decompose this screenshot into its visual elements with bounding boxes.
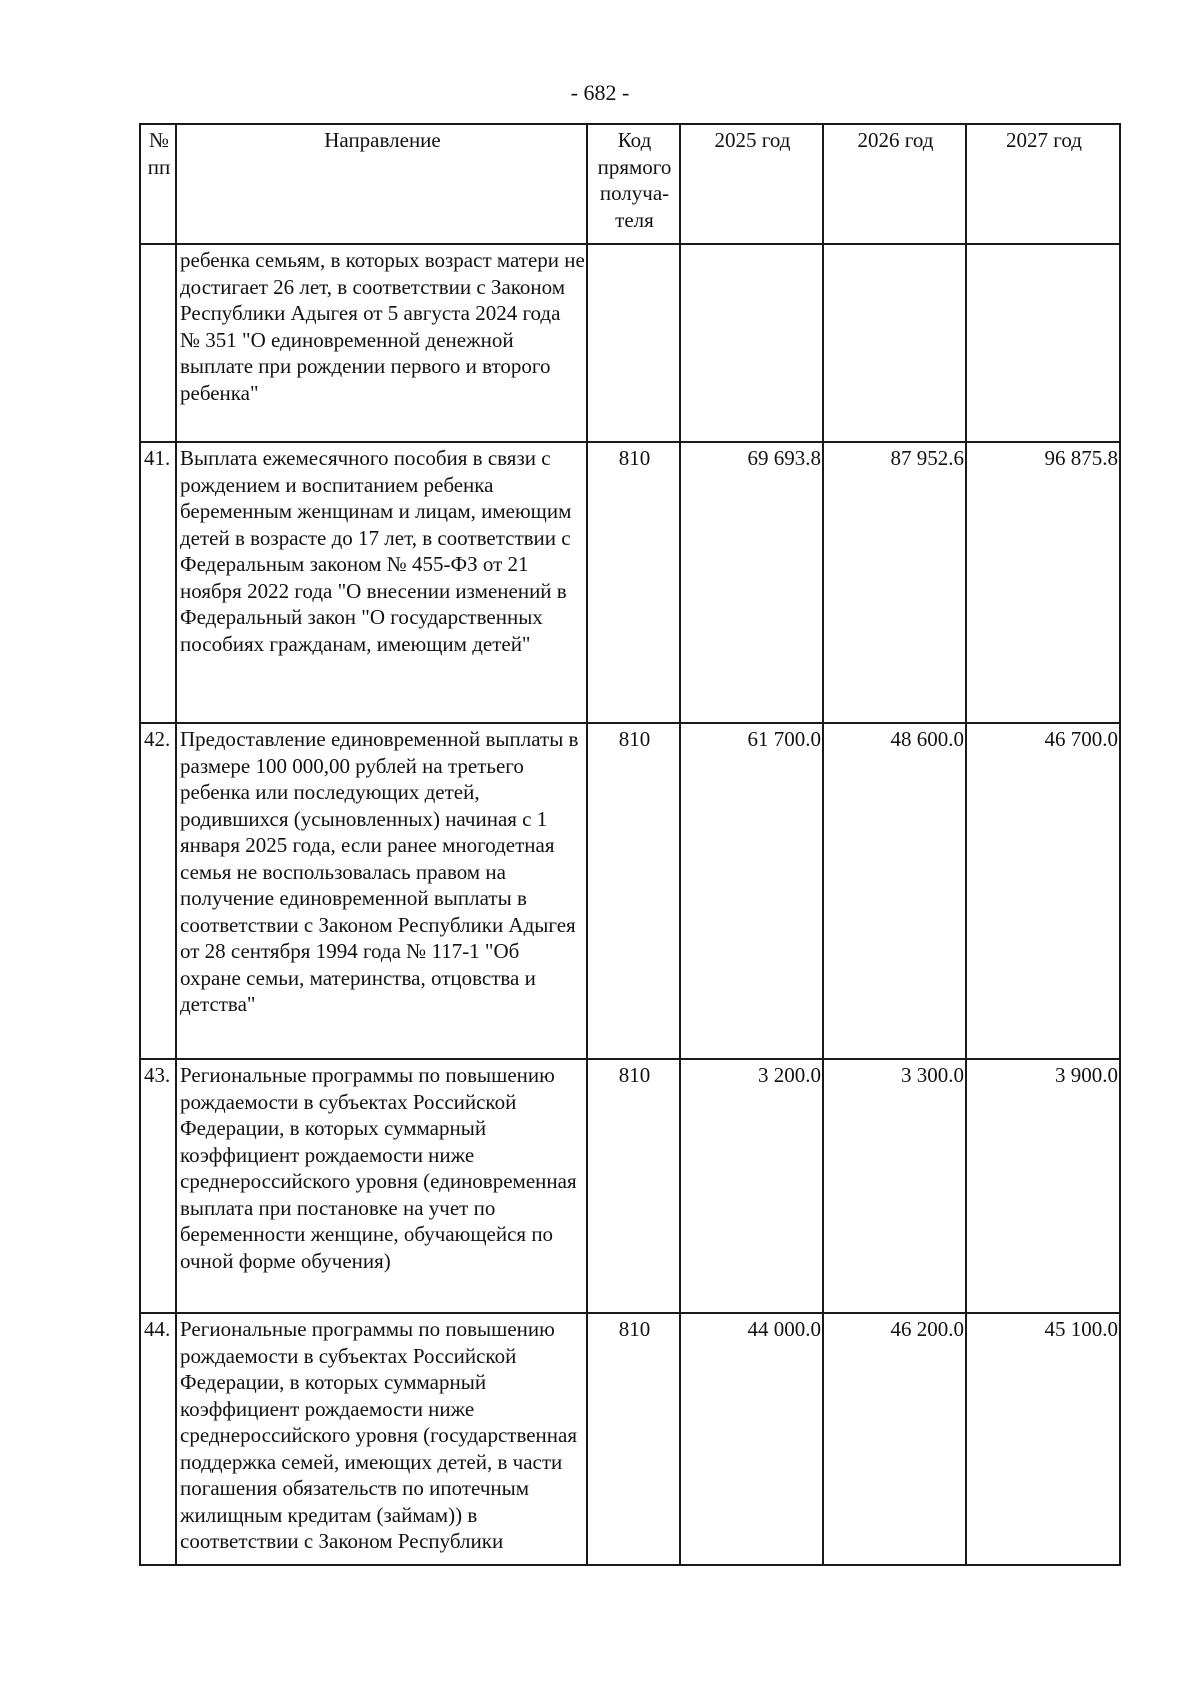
row-number: 41.	[140, 442, 176, 723]
row-number	[140, 244, 176, 442]
row-direction: Выплата ежемесячного пособия в связи с рождением и воспитанием ребенка беременным женщинам и лицам, имеющим детей в возрасте до 17 лет, в соответствии с Федеральным законом № 455-ФЗ от 21 ноября 2022 года "О внесении изменений в Федеральный закон "О государственных пособиях гражданам, имеющим детей"	[176, 442, 587, 723]
header-num: № пп	[140, 124, 176, 244]
table-row	[140, 1059, 1120, 1313]
row-value-2025: 69 693.8	[680, 442, 823, 723]
row-value-2027: 45 100.0	[966, 1313, 1120, 1565]
table-row	[140, 442, 1120, 723]
row-code: 810	[587, 1313, 680, 1565]
row-value-2026: 3 300.0	[823, 1059, 966, 1313]
row-number: 42.	[140, 723, 176, 1059]
row-direction: ребенка семьям, в которых возраст матери не достигает 26 лет, в соответствии с Законом Республики Адыгея от 5 августа 2024 года № 351 "О единовременной денежной выплате при рождении первого и второго ребенка"	[176, 244, 587, 442]
row-code: 810	[587, 442, 680, 723]
budget-table	[139, 123, 1121, 1566]
row-direction: Региональные программы по повышению рождаемости в субъектах Российской Федерации, в которых суммарный коэффициент рождаемости ниже среднероссийского уровня (государственная поддержка семей, имеющих детей, в части погашения обязательств по ипотечным жилищным кредитам (займам)) в соответствии с Законом Республики	[176, 1313, 587, 1565]
header-2027: 2027 год	[966, 124, 1120, 244]
row-number: 44.	[140, 1313, 176, 1565]
row-value-2026: 87 952.6	[823, 442, 966, 723]
row-direction: Предоставление единовременной выплаты в размере 100 000,00 рублей на третьего ребенка или последующих детей, родившихся (усыновленных) начиная с 1 января 2025 года, если ранее многодетная семья не воспользовалась правом на получение единовременной выплаты в соответствии с Законом Республики Адыгея от 28 сентября 1994 года № 117-1 "Об охране семьи, материнства, отцовства и детства"	[176, 723, 587, 1059]
row-value-2027: 3 900.0	[966, 1059, 1120, 1313]
row-value-2025: 61 700.0	[680, 723, 823, 1059]
table-header-row	[140, 124, 1120, 244]
row-code: 810	[587, 723, 680, 1059]
header-direction: Направление	[176, 124, 587, 244]
page-number: - 682 -	[570, 80, 630, 105]
header-2026: 2026 год	[823, 124, 966, 244]
row-code: 810	[587, 1059, 680, 1313]
row-value-2027	[966, 244, 1120, 442]
row-number: 43.	[140, 1059, 176, 1313]
row-value-2027: 96 875.8	[966, 442, 1120, 723]
table-row	[140, 244, 1120, 442]
header-code: Код прямого получа-теля	[587, 124, 680, 244]
row-code	[587, 244, 680, 442]
row-value-2026: 46 200.0	[823, 1313, 966, 1565]
row-value-2026: 48 600.0	[823, 723, 966, 1059]
row-value-2027: 46 700.0	[966, 723, 1120, 1059]
table-row	[140, 1313, 1120, 1565]
row-direction: Региональные программы по повышению рождаемости в субъектах Российской Федерации, в которых суммарный коэффициент рождаемости ниже среднероссийского уровня (единовременная выплата при постановке на учет по беременности женщине, обучающейся по очной форме обучения)	[176, 1059, 587, 1313]
header-2025: 2025 год	[680, 124, 823, 244]
row-value-2026	[823, 244, 966, 442]
row-value-2025	[680, 244, 823, 442]
table-row	[140, 723, 1120, 1059]
row-value-2025: 3 200.0	[680, 1059, 823, 1313]
row-value-2025: 44 000.0	[680, 1313, 823, 1565]
